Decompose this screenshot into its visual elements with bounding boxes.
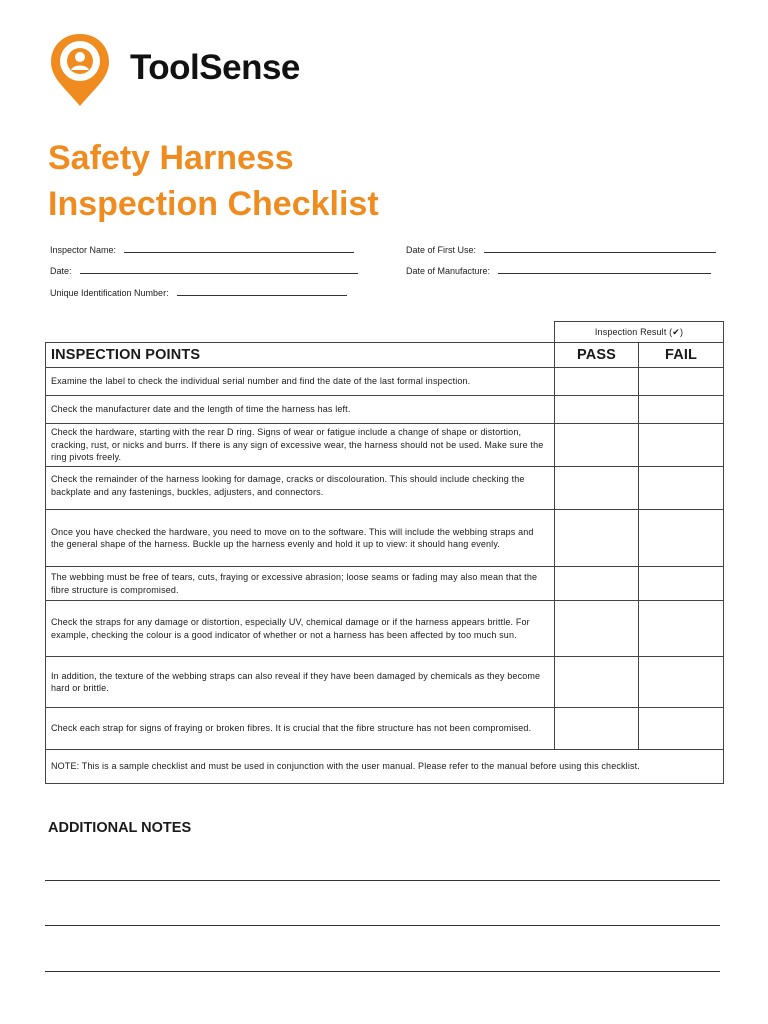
fail-checkbox[interactable] [639,368,724,396]
inspector-name-input-line[interactable] [124,251,354,253]
pass-header: PASS [555,343,639,368]
table-row [46,567,724,601]
fail-checkbox[interactable] [639,396,724,424]
table-row [46,510,724,567]
fail-checkbox[interactable] [639,657,724,708]
inspection-result-header: Inspection Result (✔) [555,322,724,343]
table-row [46,467,724,510]
title-line-1: Safety Harness [48,139,294,177]
inspection-table [45,321,724,784]
pass-checkbox[interactable] [555,396,639,424]
date-field [50,266,358,276]
pass-checkbox[interactable] [555,657,639,708]
fail-checkbox[interactable] [639,601,724,657]
inspection-point: Check the remainder of the harness looking for damage, cracks or discolouration. This should include checking the backplate and any fastenings, buckles, adjusters, and connectors. [46,467,555,510]
location-pin-icon [48,30,112,110]
inspector-name-field [50,245,354,255]
inspection-point: Check the manufacturer date and the length of time the harness has left. [46,396,555,424]
inspection-point: Check the straps for any damage or distortion, especially UV, chemical damage or if the harness appears brittle. For example, checking the colour is a good indicator of whether or not a harness has been affected by too much sun. [46,601,555,657]
table-corner [46,322,555,343]
unique-id-input-line[interactable] [177,294,347,296]
unique-id-label: Unique Identification Number: [50,288,169,298]
date-manufacture-input-line[interactable] [498,272,711,274]
pass-checkbox[interactable] [555,467,639,510]
additional-notes-title: ADDITIONAL NOTES [48,820,192,836]
date-first-use-field [406,245,716,255]
inspection-point: Check the hardware, starting with the rear D ring. Signs of wear or fatigue include a change of shape or distortion, cracking, rust, or nicks and burrs. If there is any sign of excessive wear, the harness should not be used. Make sure the ring pivots freely. [46,424,555,467]
table-row [46,708,724,750]
notes-line[interactable] [45,880,720,881]
fail-checkbox[interactable] [639,424,724,467]
table-row [46,368,724,396]
inspection-point: Once you have checked the hardware, you need to move on to the software. This will include the webbing straps and the general shape of the harness. Buckle up the harness evenly and hold it up to view: it should hang evenly. [46,510,555,567]
fail-header: FAIL [639,343,724,368]
date-label: Date: [50,266,72,276]
pass-checkbox[interactable] [555,368,639,396]
pass-checkbox[interactable] [555,424,639,467]
page-title [48,135,379,227]
table-row [46,601,724,657]
inspection-point: The webbing must be free of tears, cuts, fraying or excessive abrasion; loose seams or fading may also mean that the fibre structure is compromised. [46,567,555,601]
date-manufacture-field [406,266,711,276]
table-row [46,396,724,424]
fail-checkbox[interactable] [639,510,724,567]
date-first-use-input-line[interactable] [484,251,716,253]
inspection-points-header: INSPECTION POINTS [46,343,555,368]
brand-name: ToolSense [130,48,300,87]
logo [48,30,348,112]
table-row [46,657,724,708]
pass-checkbox[interactable] [555,567,639,601]
pass-checkbox[interactable] [555,708,639,750]
pass-checkbox[interactable] [555,510,639,567]
inspection-point: In addition, the texture of the webbing straps can also reveal if they have been damaged by chemicals as they become hard or brittle. [46,657,555,708]
inspector-name-label: Inspector Name: [50,245,117,255]
pass-checkbox[interactable] [555,601,639,657]
inspection-point: Check each strap for signs of fraying or broken fibres. It is crucial that the fibre structure has not been compromised. [46,708,555,750]
table-row [46,424,724,467]
date-input-line[interactable] [80,272,358,274]
notes-line[interactable] [45,971,720,972]
notes-line[interactable] [45,925,720,926]
disclaimer-note: NOTE: This is a sample checklist and must be used in conjunction with the user manual. Please refer to the manual before using this checklist. [46,750,724,784]
fail-checkbox[interactable] [639,708,724,750]
date-manufacture-label: Date of Manufacture: [406,266,491,276]
title-line-2: Inspection Checklist [48,185,379,223]
inspection-point: Examine the label to check the individual serial number and find the date of the last formal inspection. [46,368,555,396]
unique-id-field [50,288,347,298]
fail-checkbox[interactable] [639,467,724,510]
fail-checkbox[interactable] [639,567,724,601]
date-first-use-label: Date of First Use: [406,245,477,255]
